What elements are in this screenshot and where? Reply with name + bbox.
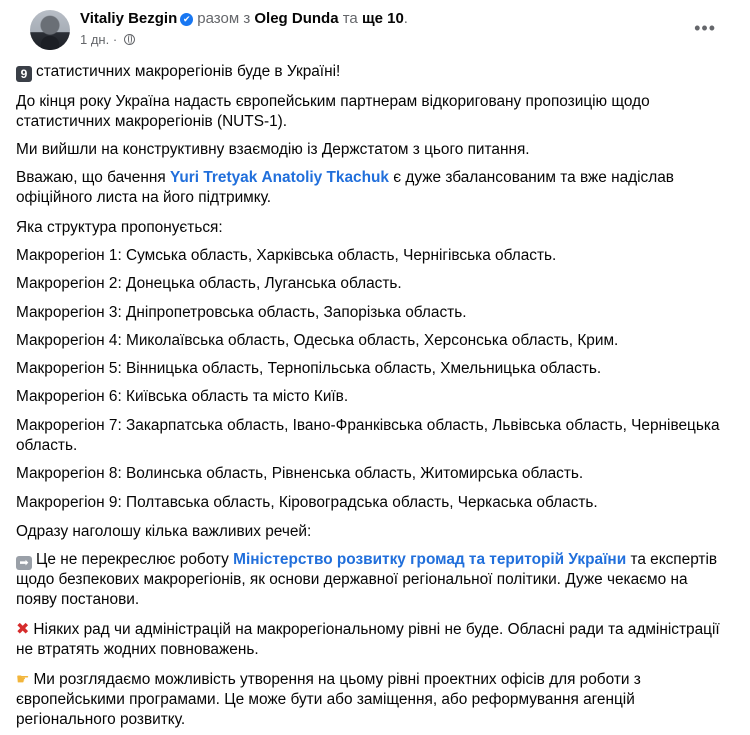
and-more-link[interactable]: ще 10 — [361, 10, 404, 27]
post-header — [16, 0, 734, 58]
list-item: Макрорегіон 4: Миколаївська область, Одеська область, Херсонська область, Крим. — [16, 332, 619, 349]
paragraph-3: Ми вийшли на конструктивну взаємодію із Держстатом з цього питання. — [16, 141, 530, 158]
with-person-link[interactable]: Oleg Dunda — [254, 10, 339, 27]
mention-anatoliy-tkachuk[interactable]: Anatoliy Tkachuk — [261, 169, 389, 186]
mention-yuri-tretyak[interactable]: Yuri Tretyak — [169, 169, 258, 186]
list-item: Макрорегіон 7: Закарпатська область, Івано-Франківська область, Львівська область, Чернівецька область. — [16, 417, 720, 454]
paragraph-6: Одразу наголошу кілька важливих речей: — [16, 523, 312, 540]
pointing-hand-emoji-icon: ☛ — [16, 671, 30, 688]
and-label: та — [342, 10, 358, 27]
author-name[interactable]: Vitaliy Bezgin — [80, 10, 178, 27]
number-nine-emoji-icon: 9 — [16, 66, 32, 82]
cross-mark-emoji-icon: ✖ — [16, 621, 30, 638]
list-item: Макрорегіон 9: Полтавська область, Кіровоградська область, Черкаська область. — [16, 494, 598, 511]
headline: 9 статистичних макрорегіонів буде в Україні! — [16, 62, 340, 82]
paragraph-5: Яка структура пропонується: — [16, 219, 223, 236]
verified-check-icon: ✔ — [180, 13, 193, 26]
list-item: Макрорегіон 1: Сумська область, Харківська область, Чернігівська область. — [16, 247, 557, 264]
bullet-3: ☛ Ми розглядаємо можливість утворення на цьому рівні проектних офісів для роботи з європейськими програмами. Це може бути або заміщення, або реформування агенцій регіонального розвитку. — [16, 671, 641, 728]
more-dots-icon[interactable]: ••• — [694, 18, 716, 38]
author-avatar[interactable] — [30, 10, 70, 50]
globe-icon — [124, 34, 135, 45]
post-time[interactable]: 1 дн. — [80, 32, 110, 47]
list-item: Макрорегіон 6: Київська область та місто Київ. — [16, 388, 349, 405]
mention-ministry[interactable]: Міністерство розвитку громад та територій України — [233, 551, 627, 568]
list-item: Макрорегіон 8: Волинська область, Рівненська область, Житомирська область. — [16, 465, 584, 482]
list-item: Макрорегіон 5: Вінницька область, Тернопільська область, Хмельницька область. — [16, 360, 602, 377]
list-item: Макрорегіон 2: Донецька область, Луганська область. — [16, 275, 402, 292]
meta-dot: · — [112, 32, 118, 47]
bullet-1: ➡ Це не перекреслює роботу Міністерство розвитку громад та територій України та експертів щодо безпекових макрорегіонів, як основи державної регіональної політики. Дуже чекаємо на появу постанови. — [16, 551, 718, 608]
post-meta — [80, 32, 135, 47]
paragraph-4: Вважаю, що бачення Yuri Tretyak Anatoliy Tkachuk є дуже збалансованим та вже надіслав офіційного листа на його підтримку. — [16, 169, 674, 206]
author-line: Vitaliy Bezgin ✔ разом з Oleg Dunda та ще 10. — [80, 10, 408, 27]
with-label: разом з — [197, 10, 251, 27]
right-arrow-emoji-icon: ➡ — [16, 556, 32, 570]
bullet-2: ✖ Ніяких рад чи адміністрацій на макрорегіональному рівні не буде. Обласні ради та адміністрації не втратять жодних повноважень. — [16, 621, 720, 658]
list-item: Макрорегіон 3: Дніпропетровська область, Запорізька область. — [16, 304, 467, 321]
paragraph-2: До кінця року Україна надасть європейським партнерам відкориговану пропозицію щодо статистичних макрорегіонів (NUTS-1). — [16, 93, 650, 130]
